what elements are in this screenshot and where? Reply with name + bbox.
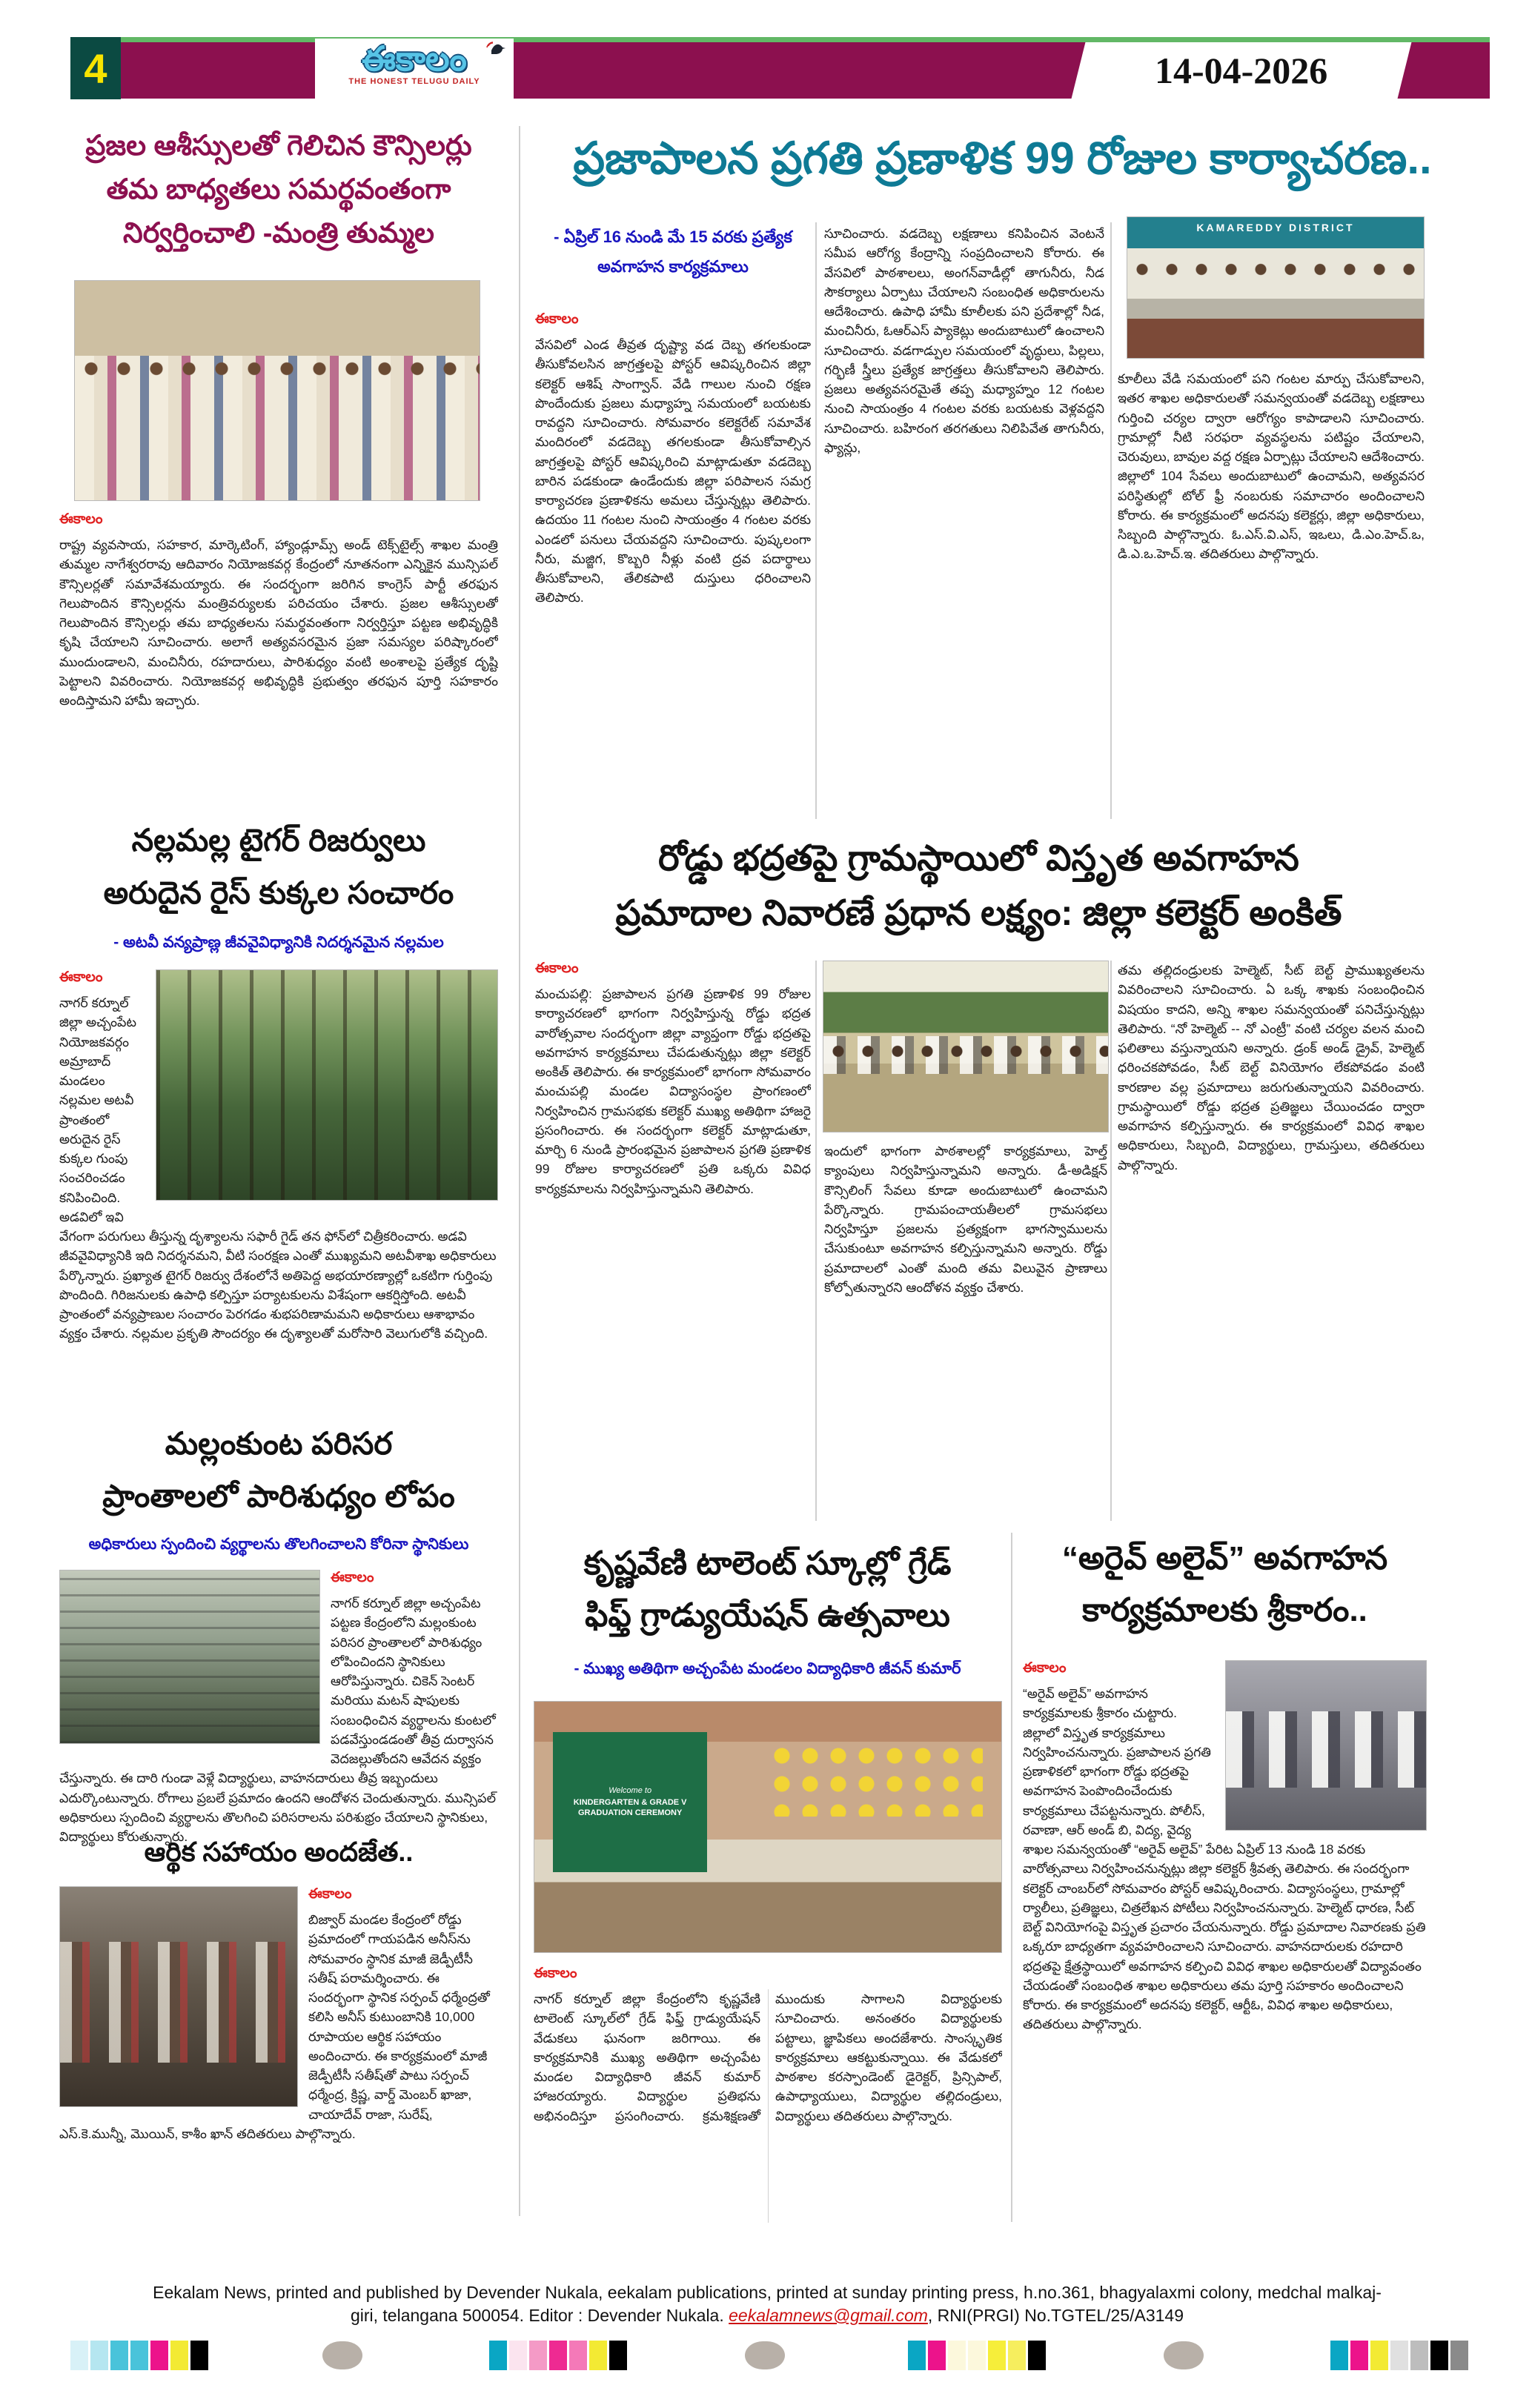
school-article — [534, 1966, 1002, 2225]
lead-col2-text: సూచించారు. వడదెబ్బ లక్షణాలు కనిపించిన వెంటనే సమీప ఆరోగ్య కేంద్రాన్ని సంప్రదించాలని కోరారు. ఈ వేసవిలో పాఠశాలలు, అంగన్‌వాడీల్లో తాగునీరు, నీడ సౌకర్యాలు ఏర్పాటు చేయాలని సంబంధిత అధికారులను ఆదేశించారు. ఉపాధి హామీ కూలీలకు పని ప్రదేశాల్లో నీడ, మంచినీరు, ఓఆర్‌ఎస్ ప్యాకెట్లు అందుబాటులో ఉంచాలని సూచించారు. వడగాడ్పుల సమయంలో వృద్ధులు, పిల్లలు, గర్భిణీ స్త్రీలు ప్రత్యేక జాగ్రత్తలు తీసుకోవాలని తెలిపారు. ప్రజలు అత్యవసరమైతే తప్ప మధ్యాహ్నం 12 గంటల నుంచి సాయంత్రం 4 గంటల వరకు బయటకు వెళ్లవద్దని సూచించారు. బహిరంగ తరగతులు నిలిపివేత తాగునీరు, ఫ్యాన్లు, — [824, 226, 1104, 455]
lead-col1-text: వేసవిలో ఎండ తీవ్రత దృష్ట్యా వడ దెబ్బ తగలకుండా తీసుకోవలసిన జాగ్రత్తలపై పోస్టర్ ఆవిష్కరించిన జిల్లా కలెక్టర్ ఆశిష్ సాంగ్వాన్. వేడి గాలుల నుంచి రక్షణ పొందేందుకు ప్రజలు మధ్యాహ్న సమయంలో బయటకు రావద్దని సూచించారు. సోమవారం కలెక్టరేట్ సమావేశ మందిరంలో వడదెబ్బ తగలకుండా తీసుకోవాల్సిన జాగ్రత్తలపై పోస్టర్ ఆవిష్కరించి మాట్లాడుతూ వడదెబ్బ బారిన పడకుండా ఉండేందుకు జిల్లా పరిపాలన సమగ్ర కార్యాచరణ ప్రణాళికను అమలు చేస్తున్నట్లు తెలిపారు. ఉదయం 11 గంటల నుంచి సాయంత్రం 4 గంటల వరకు ఎండలో పనులు చేయవద్దని సూచించారు. పుష్కలంగా నీరు, మజ్జిగ, కొబ్బరి నీళ్లు వంటి ద్రవ పదార్థాలు తీసుకోవాలని, తేలికపాటి దుస్తులు ధరించాలని తెలిపారు. — [535, 337, 811, 606]
sanitation-headline — [59, 1417, 498, 1523]
school-headline-line1: కృష్ణవేణి టాలెంట్ స్కూల్లో గ్రేడ్ — [583, 1545, 952, 1582]
dateline: ఈకాలం — [59, 511, 103, 527]
graduation-banner — [553, 1732, 707, 1872]
column-rule — [815, 961, 817, 1521]
sanitation-headline-line2: ప్రాంతాలలో పారిశుధ్యం లోపం — [102, 1479, 455, 1514]
color-bar — [968, 2341, 986, 2370]
cmyk-bar-group — [908, 2341, 1046, 2370]
minister-article — [59, 511, 498, 804]
sanitation-headline-line1: మల్లంకుంట పరిసర — [165, 1426, 393, 1461]
tiger-headline — [59, 814, 498, 920]
crow-icon — [481, 40, 506, 62]
aid-article-side: బిజ్వార్ మండల కేంద్రంలో రోడ్డు ప్రమాదంలో గాయపడిన అనీస్‌ను సోమవారం స్థానిక మాజీ జెడ్పీటీసీ సతీష్ పరామర్శించారు. ఈ సందర్భంగా స్థానిక సర్పంచ్ ధర్మేంద్రతో కలిసి అనీస్ కుటుంబానికి 10,000 రూపాయల ఆర్థిక సహాయం అందించారు. — [308, 1912, 490, 2063]
school-col2-text: అనంతరం విద్యార్థులకు పట్టాలు, జ్ఞాపికలు అందజేశారు. సాంస్కృతిక కార్యక్రమాలు ఆకట్టుకున్నాయి. ఈ వేడుకలో పాఠశాల కరస్పాండెంట్ డైరెక్టర్, ప్రిన్సిపాల్, ఉపాధ్యాయులు, విద్యార్థుల తల్లిదండ్రులు, విద్యార్థులు తదితరులు పాల్గొన్నారు. — [775, 2011, 1002, 2123]
edition-date-box — [1072, 42, 1412, 99]
roadsafety-headline-line1: రోడ్డు భద్రతపై గ్రామస్థాయిలో విస్తృత అవగాహన — [658, 839, 1299, 878]
lead-headline: ప్రజాపాలన ప్రగతి ప్రణాళిక 99 రోజుల కార్యాచరణ.. — [573, 133, 1432, 183]
color-bar — [1370, 2341, 1388, 2370]
aid-article — [59, 1886, 498, 2212]
graduation-banner-line2: KINDERGARTEN & GRADE V — [573, 1798, 687, 1808]
dateline: ఈకాలం — [59, 969, 103, 985]
color-bar — [1410, 2341, 1428, 2370]
arrivealive-body: పోలీస్, రవాణా, ఆర్ అండ్ బి, విద్య, వైద్య శాఖల సమన్వయంతో “అరైవ్ అలైవ్” పేరిట ఏప్రిల్ 13 నుండి 18 వరకు వారోత్సవాలు నిర్వహించనున్నట్లు జిల్లా కలెక్టర్ శ్రీవత్స తెలిపారు. ఈ సందర్భంగా కలెక్టర్ చాంబర్‌లో సోమవారం పోస్టర్ ఆవిష్కరించారు. విద్యాసంస్థలు, గ్రామాల్లో ర్యాలీలు, ప్రతిజ్ఞలు, చిత్రలేఖన పోటీలు నిర్వహించనున్నారు. హెల్మెట్ ధారణ, సీట్ బెల్ట్ వినియోగంపై విస్తృత ప్రచారం చేయనున్నారు. రోడ్డు ప్రమాదాల నివారణకు ప్రతి ఒక్కరూ బాధ్యతగా వ్యవహరించాలని సూచించారు. వాహనదారులకు రహదారి భద్రతపై క్షేత్రస్థాయిలో అవగాహన కల్పించి వివిధ శాఖల అధికారులతో విద్యావంతం చేయడంతో సంబంధిత శాఖల అధికారులు తమ పూర్తి సహకారం అందించాలని కోరారు. ఈ కార్యక్రమంలో అదనపు కలెక్టర్, ఆర్టీఓ, వివిధ శాఖల అధికారులు, తదితరులు పాల్గొన్నారు. — [1023, 1802, 1426, 2032]
registration-barrel-icon — [1164, 2341, 1204, 2369]
minister-headline-line2: తమ బాధ్యతలు సమర్థవంతంగా — [106, 173, 451, 205]
lead-byline-line1: - ఏప్రిల్ 16 నుండి మే 15 వరకు ప్రత్యేక — [554, 228, 792, 246]
imprint-line2 — [44, 2304, 1490, 2327]
dateline: ఈకాలం — [331, 1570, 374, 1585]
color-bar — [529, 2341, 547, 2370]
sanitation-article-side: నాగర్ కర్నూల్ జిల్లా అచ్చంపేట పట్టణ కేంద్రంలోని మల్లంకుంట పరిసర ప్రాంతాలలో పారిశుధ్యం లోపించిందని స్థానికులు ఆరోపిస్తున్నారు. చికెన్ సెంటర్ మరియు మటన్ షాపులకు సంబంధించిన వ్యర్థాలను కుంటలో పడవేస్తుండడంతో తీవ్ర దుర్వాసన వెదజల్లుతోందని ఆవేదన వ్యక్తం చేస్తున్నారు. — [59, 1596, 496, 1786]
header-green-line — [70, 37, 1490, 42]
aid-headline: ఆర్థిక సహాయం అందజేత.. — [144, 1837, 414, 1867]
lead-col3-text: కూలీలు వేడి సమయంలో పని గంటల మార్పు చేసుకోవాలని, ఇతర శాఖల అధికారులతో సమన్వయంతో వడదెబ్బ లక్షణాలు గుర్తించి చర్యల ద్వారా ఆరోగ్యం కాపాడాలని సూచించారు. గ్రామాల్లో నీటి సరఫరా వ్యవస్థలను పటిష్టం చేయాలని, చెరువులు, బావుల వద్ద రక్షణ ఏర్పాట్లు చేయాలని ఆదేశించారు. జిల్లాలో 104 సేవలు అందుబాటులో ఉంచామని, అత్యవసర పరిస్థితుల్లో టోల్ ఫ్రీ నంబరుకు సమాచారం అందించాలని కోరారు. ఈ కార్యక్రమంలో అదనపు కలెక్టర్లు, జిల్లా అధికారులు, సిబ్బంది పాల్గొన్నారు. ఓ.ఎస్.వి.ఎస్, ఇఒలు, డి.ఎం.హెచ్.ఒ, డి.ఎ.ఒ.హెచ్.ఇ. తదితరులు పాల్గొన్నారు. — [1118, 371, 1425, 562]
minister-headline-line1: ప్రజల ఆశీస్సులతో గెలిచిన కౌన్సిలర్లు — [85, 130, 472, 162]
color-bar — [1430, 2341, 1448, 2370]
photo-roadsafety-gramasabha — [823, 961, 1109, 1132]
page-number — [70, 37, 121, 99]
color-bar — [1350, 2341, 1368, 2370]
tiger-byline: - అటవీ వన్యప్రాణ్ల జీవవైవిధ్యానికి నిదర్శనమైన నల్లమల — [113, 934, 444, 951]
sanitation-article-body: ఈ దారి గుండా వెళ్లే విద్యార్థులు, వాహనదారులు తీవ్ర ఇబ్బందులు ఎదుర్కొంటున్నారు. రోగాలు ప్రబలే ప్రమాదం ఉందని ఆందోళన చెందుతున్నారు. మున్సిపల్ అధికారులు స్పందించి వ్యర్థాలను తొలగించి పరిసరాలను పరిశుభ్రం చేయాలని స్థానికులు, విద్యార్థులు కోరుతున్నారు. — [59, 1771, 497, 1844]
arrivealive-lede: “అరైవ్ అలైవ్” అవగాహన కార్యక్రమాలకు శ్రీకారం చుట్టారు. జిల్లాలో విస్తృత కార్యక్రమాలు నిర్వహించనున్నారు. ప్రజాపాలన ప్రగతి ప్రణాళికలో భాగంగా రోడ్డు భద్రతపై అవగాహన పెంపొందించేందుకు కార్యక్రమాలు చేపట్టనున్నారు. — [1023, 1686, 1211, 1818]
cmyk-bar-group — [489, 2341, 627, 2370]
graduation-banner-line3: GRADUATION CEREMONY — [577, 1808, 683, 1818]
masthead-logo-text: ఈకాలం — [362, 39, 467, 78]
column-rule — [1110, 961, 1112, 1521]
roadsafety-col3-text: తమ తల్లిదండ్రులకు హెల్మెట్, సీట్ బెల్ట్ ప్రాముఖ్యతలను వివరించాలని సూచించారు. ఏ ఒక్క శాఖకు సంబంధించిన విషయం కాదని, అన్ని శాఖల సమన్వయంతో పనిచేస్తున్నట్లు తెలిపారు. “నో హెల్మెట్ -- నో ఎంట్రీ” వంటి చర్యల వలన మంచి ఫలితాలు వస్తున్నాయని అన్నారు. డ్రంక్ అండ్ డ్రైవ్, హెల్మెట్ ధరించకపోవడం, సీట్ బెల్ట్ వినియోగం లేకపోవడం వంటి కారణాల వల్ల ప్రమాదాలు జరుగుతున్నాయని వివరించారు. గ్రామస్థాయిలో రోడ్డు భద్రత ప్రతిజ్ఞలు చేయించడం ద్వారా అవగాహన కల్పిస్తున్నారు. ఈ కార్యక్రమంలో వివిధ శాఖల అధికారులు, సిబ్బంది, విద్యార్థులు, గ్రామస్తులు, తదితరులు పాల్గొన్నారు. — [1118, 963, 1425, 1173]
color-bar — [928, 2341, 946, 2370]
arrivealive-headline — [1023, 1533, 1427, 1637]
color-bar — [549, 2341, 567, 2370]
roadsafety-col2-text: ఇందులో భాగంగా పాఠశాలల్లో కార్యక్రమాలు, హెల్త్ క్యాంపులు నిర్వహిస్తున్నామని అన్నారు. డీ-అడిక్షన్ కౌన్సిలింగ్ సేవలు కూడా అందుబాటులో ఉంచామని పేర్కొన్నారు. గ్రామపంచాయతీలలో గ్రామసభలు నిర్వహిస్తూ ప్రజలను ప్రత్యక్షంగా భాగస్వాములను చేసుకుంటూ అవగాహన కల్పిస్తున్నామని అన్నారు. రోడ్డు ప్రమాదాలలో ఎంతో మంది తమ విలువైన ప్రాణాలు కోల్పోతున్నారని ఆందోళన వ్యక్తం చేశారు. — [824, 1144, 1107, 1295]
sanitation-subline: అధికారులు స్పందించి వ్యర్థాలను తొలగించాలని కోరినా స్థానికులు — [88, 1536, 469, 1553]
photo-graduation-ceremony — [534, 1701, 1002, 1953]
color-bar — [170, 2341, 188, 2370]
school-headline-line2: ఫిఫ్త్ గ్రాడ్యుయేషన్ ఉత్సవాలు — [585, 1597, 950, 1634]
lead-byline-line2: అవగాహన కార్యక్రమాలు — [597, 256, 749, 276]
tiger-article-side: నాగర్ కర్నూల్ జిల్లా అచ్చంపేట నియోజకవర్గం అమ్రాబాద్ మండలం నల్లమల అటవీ ప్రాంతంలో అరుదైన రైస్ కుక్కల గుంపు సంచరించడం కనిపించింది. అడవిలో ఇవి వేగంగా పరుగులు తీస్తున్న దృశ్యాలను సఫారీ గైడ్ తన ఫోన్‌లో చిత్రీకరించారు. — [59, 995, 435, 1244]
color-bar — [1330, 2341, 1348, 2370]
imprint-line2-post: , RNI(PRGI) No.TGTEL/25/A3149 — [927, 2306, 1184, 2326]
arrivealive-headline-line1: “అరైవ్ అలైవ్” అవగాహన — [1061, 1540, 1388, 1576]
meeting-banner-text: KAMAREDDY DISTRICT — [1196, 221, 1355, 233]
dateline: ఈకాలం — [535, 311, 579, 327]
color-bar — [1028, 2341, 1046, 2370]
tiger-article — [59, 969, 498, 1410]
registration-barrel-icon — [745, 2341, 785, 2369]
color-bar — [1008, 2341, 1026, 2370]
tiger-headline-line1: నల్లమల్ల టైగర్ రిజర్వులు — [131, 823, 426, 858]
color-registration-bars — [70, 2341, 1479, 2370]
minister-headline-line3: నిర్వర్తించాలి -మంత్రి తుమ్మల — [123, 217, 434, 249]
cmyk-bar-group — [1330, 2341, 1468, 2370]
arrivealive-article — [1023, 1660, 1427, 2225]
minister-headline — [59, 125, 498, 256]
color-bar — [489, 2341, 507, 2370]
edition-date: 14-04-2026 — [1155, 50, 1328, 91]
imprint-line1: Eekalam News, printed and published by Devender Nukala, eekalam publications, printed at sunday printing press, h.no.361, bhagyalaxmi colony, medchal malkaj- — [153, 2283, 1382, 2302]
school-article-body — [534, 1989, 1002, 2223]
graduation-banner-line1: Welcome to — [609, 1786, 652, 1796]
column-rule — [519, 126, 520, 2216]
masthead — [315, 39, 514, 102]
color-bar — [908, 2341, 926, 2370]
tiger-headline-line2: అరుదైన రైస్ కుక్కల సంచారం — [103, 875, 454, 911]
color-bar — [150, 2341, 168, 2370]
roadsafety-headline — [532, 832, 1425, 942]
color-bar — [948, 2341, 966, 2370]
photo-minister-councillors-meeting — [74, 280, 480, 501]
roadsafety-headline-line2: ప్రమాదాల నివారణే ప్రధాన లక్ష్యం: జిల్లా కలెక్టర్ అంకిత్ — [615, 894, 1342, 934]
dateline: ఈకాలం — [534, 1966, 577, 1981]
lead-col1 — [535, 311, 811, 821]
dateline: ఈకాలం — [535, 961, 579, 976]
roadsafety-col1-text: మంచుపల్లి: ప్రజాపాలన ప్రగతి ప్రణాళిక 99 రోజుల కార్యాచరణలో భాగంగా నిర్వహిస్తున్న రోడ్డు భద్రత వారోత్సవాల సందర్భంగా జిల్లా వ్యాప్తంగా రోడ్డు భద్రతపై అవగాహన కార్యక్రమాలు చేపడుతున్నట్లు జిల్లా కలెక్టర్ అంకిత్ తెలిపారు. ఈ కార్యక్రమంలో భాగంగా సోమవారం మంచుపల్లి మండల విద్యాసంస్థల ప్రాంగణంలో నిర్వహించిన గ్రామసభకు కలెక్టర్ ముఖ్య అతిథిగా హాజరై ప్రసంగించారు. ఈ సందర్భంగా కలెక్టర్ మాట్లాడుతూ, మార్చి 6 నుండి ప్రారంభమైన ప్రజాపాలన ప్రగతి ప్రణాళిక 99 రోజుల కార్యాచరణలో ప్రతి ఒక్కరు వివిధ కార్యక్రమాలను నిర్వహిస్తున్నామని తెలిపారు. — [535, 986, 811, 1196]
school-col1-text: నాగర్ కర్నూల్ జిల్లా కేంద్రంలోని కృష్ణవేణి టాలెంట్ స్కూల్‌లో గ్రేడ్ ఫిఫ్త్ గ్రాడ్యుయేషన్ వేడుకలు ఘనంగా జరిగాయి. ఈ కార్యక్రమానికి ముఖ్య అతిథిగా అచ్చంపేట మండల విద్యాధికారి జీవన్ కుమార్ హాజరయ్యారు. విద్యార్థుల ప్రతిభను అభినందిస్తూ ప్రసంగించారు. క్రమశిక్షణతో ముందుకు సాగాలని విద్యార్థులకు సూచించారు. — [534, 1991, 1002, 2123]
photo-arrive-alive-launch — [1225, 1660, 1427, 1831]
aid-article-body: ఈ కార్యక్రమంలో మాజీ జెడ్పీటీసీ సతీష్‌తో పాటు సర్పంచ్ ధర్మేంద్ర, క్రిష్ణ, వార్డ్ మెంబర్ ఖాజా, చాయాదేవ్ రాజా, సురేష్, ఎస్.కె.మున్నీ, మొయిన్, కాశీం ఖాన్ తదితరులు పాల్గొన్నారు. — [59, 2048, 488, 2141]
school-byline: - ముఖ్య అతిథిగా అచ్చంపేట మండలం విద్యాధికారి జీవన్ కుమార్ — [574, 1660, 961, 1677]
color-bar — [110, 2341, 128, 2370]
color-bar — [130, 2341, 148, 2370]
color-bar — [1450, 2341, 1468, 2370]
column-rule — [815, 222, 817, 819]
roadsafety-col1 — [535, 961, 811, 1522]
color-bar — [988, 2341, 1006, 2370]
column-rule — [1110, 222, 1112, 819]
registration-barrel-icon — [322, 2341, 362, 2369]
imprint — [44, 2281, 1490, 2327]
arrivealive-headline-line2: కార్యక్రమాలకు శ్రీకారం.. — [1082, 1592, 1367, 1629]
school-headline — [532, 1538, 1003, 1642]
cmyk-bar-group — [70, 2341, 208, 2370]
dateline: ఈకాలం — [1023, 1660, 1067, 1676]
color-bar — [70, 2341, 88, 2370]
editor-email-link[interactable]: eekalamnews@gmail.com — [729, 2306, 928, 2326]
page-number-value: 4 — [84, 44, 107, 92]
dateline: ఈకాలం — [308, 1886, 352, 1902]
minister-article-body: రాష్ట్ర వ్యవసాయ, సహకార, మార్కెటింగ్, హ్యాండ్లూమ్స్ అండ్ టెక్స్‌టైల్స్ శాఖల మంత్రి తుమ్మల నాగేశ్వరరావు ఆదివారం నియోజకవర్గ కేంద్రంలో నూతనంగా ఎన్నికైన మున్సిపల్ కౌన్సిలర్లతో సమావేశమయ్యారు. ఈ సందర్భంగా జరిగిన కాంగ్రెస్ పార్టీ తరఫున గెలుపొందిన కౌన్సిలర్లను మంత్రివర్యులకు పరిచయం చేశారు. ప్రజల ఆశీస్సులతో గెలుపొందిన కౌన్సిలర్లు తమ బాధ్యతలను సమర్థవంతంగా నిర్వర్తిస్తూ పట్టణ అభివృద్ధికి కృషి చేయాలని సూచించారు. అలాగే అత్యవసరమైన ప్రజా సమస్యల పరిష్కారంలో ముందుండాలని, మంచినీరు, రహదారులు, పారిశుధ్యం వంటి అంశాలపై ప్రత్యేక దృష్టి పెట్టాలని వివరించారు. నియోజకవర్గ అభివృద్ధికి ప్రభుత్వం తరఫున పూర్తి సహకారం అందిస్తామని హామీ ఇచ్చారు. — [59, 537, 498, 708]
masthead-tagline: THE HONEST TELUGU DAILY — [348, 77, 480, 86]
tiger-article-body: అడవి జీవవైవిధ్యానికి ఇది నిదర్శనమని, వీటి సంరక్షణ ఎంతో ముఖ్యమని అటవీశాఖ అధికారులు పేర్కొన్నారు. ప్రఖ్యాత టైగర్ రిజర్వు దేశంలోనే అతిపెద్ద అభయారణ్యాల్లో ఒకటిగా గుర్తింపు పొందింది. గిరిజనులకు ఉపాధి కల్పిస్తూ పర్యాటకులను విశేషంగా ఆకర్షిస్తోంది. అటవీ ప్రాంతంలో వన్యప్రాణుల సంచారం పెరగడం శుభపరిణామమని అధికారులు ఆశాభావం వ్యక్తం చేశారు. నల్లమల ప్రకృతి సౌందర్యం ఈ దృశ్యాలతో మరోసారి వెలుగులోకి వచ్చింది. — [59, 1229, 497, 1341]
photo-collectorate-meeting — [1127, 216, 1425, 359]
imprint-line2-pre: giri, telangana 500054. Editor : Devender Nukala. — [350, 2306, 729, 2326]
photo-mallankunta-pond — [59, 1570, 320, 1744]
photo-financial-aid — [59, 1886, 298, 2107]
color-bar — [1390, 2341, 1408, 2370]
photo-nallamala-forest — [156, 969, 498, 1201]
color-bar — [190, 2341, 208, 2370]
color-bar — [569, 2341, 587, 2370]
color-bar — [609, 2341, 627, 2370]
sanitation-article — [59, 1570, 498, 1844]
color-bar — [589, 2341, 607, 2370]
lead-byline — [532, 222, 814, 281]
column-rule — [1011, 1533, 1012, 2222]
color-bar — [509, 2341, 527, 2370]
color-bar — [90, 2341, 108, 2370]
